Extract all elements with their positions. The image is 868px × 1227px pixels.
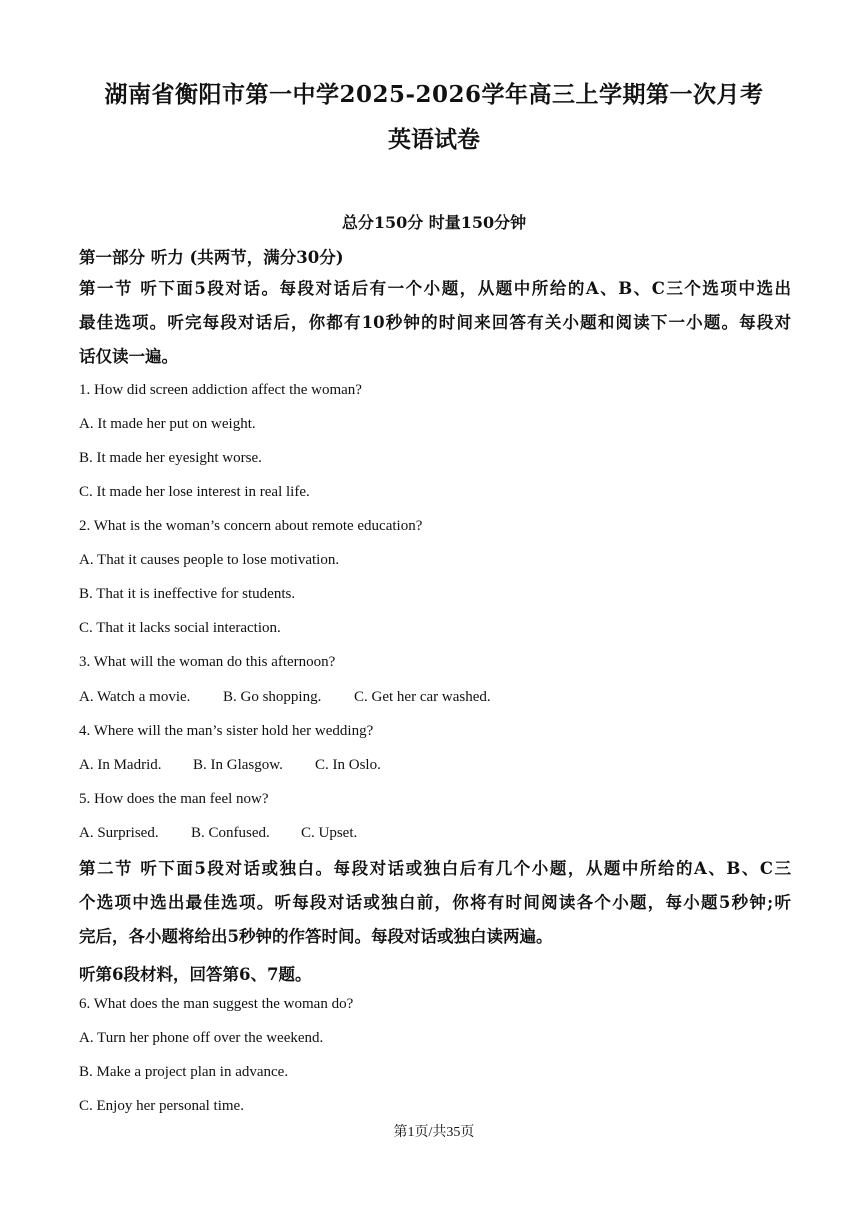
answer-option: B. Confused.	[191, 825, 270, 841]
page-number: 第1页/共35页	[393, 1125, 475, 1140]
part-one-heading: 第一部分 听力 (共两节，满分30分)	[79, 248, 344, 267]
question-stem: 1. How did screen addiction affect the woman?	[79, 382, 362, 398]
exam-subject: 英语试卷	[388, 126, 480, 153]
answer-option: B. That it is ineffective for students.	[79, 586, 296, 602]
answer-option: C. Upset.	[301, 825, 358, 841]
question-stem: 3. What will the woman do this afternoon?	[79, 654, 336, 670]
section-two-instructions	[79, 852, 791, 954]
question-stem: 4. Where will the man’s sister hold her wedding?	[79, 723, 374, 739]
instruction-line: 话仅读一遍。	[79, 347, 178, 366]
score-and-time: 总分150分 时量150分钟	[341, 213, 527, 232]
answer-option: B. Make a project plan in advance.	[79, 1064, 289, 1080]
answer-option: A. Watch a movie.	[79, 689, 191, 705]
options-row	[79, 689, 491, 706]
answer-option: B. In Glasgow.	[193, 757, 283, 773]
answer-option: A. Turn her phone off over the weekend.	[79, 1030, 324, 1046]
material-note: 听第6段材料，回答第6、7题。	[79, 965, 312, 984]
exam-title: 湖南省衡阳市第一中学2025-2026学年高三上学期第一次月考	[104, 81, 764, 108]
answer-option: C. In Oslo.	[315, 757, 381, 773]
options-row	[79, 825, 357, 842]
instruction-line: 完后，各小题将给出5秒钟的作答时间。每段对话或独白读两遍。	[79, 927, 553, 946]
question-stem: 2. What is the woman’s concern about remote education?	[79, 518, 423, 534]
instruction-line: 第一节 听下面5段对话。每段对话后有一个小题，从题中所给的A、B、C三个选项中选出	[79, 279, 791, 298]
question-stem: 6. What does the man suggest the woman do?	[79, 996, 354, 1012]
answer-option: C. That it lacks social interaction.	[79, 620, 281, 636]
question-stem: 5. How does the man feel now?	[79, 791, 269, 807]
instruction-line: 第二节 听下面5段对话或独白。每段对话或独白后有几个小题，从题中所给的A、B、C三	[79, 859, 791, 878]
section-one-instructions	[79, 272, 791, 374]
answer-option: B. It made her eyesight worse.	[79, 450, 262, 466]
answer-option: C. Get her car washed.	[354, 689, 491, 705]
instruction-line: 个选项中选出最佳选项。听每段对话或独白前，你将有时间阅读各个小题，每小题5秒钟;听	[79, 893, 791, 912]
answer-option: A. It made her put on weight.	[79, 416, 256, 432]
answer-option: C. Enjoy her personal time.	[79, 1098, 244, 1114]
answer-option: A. That it causes people to lose motivation.	[79, 552, 340, 568]
answer-option: A. In Madrid.	[79, 757, 162, 773]
instruction-line: 最佳选项。听完每段对话后，你都有10秒钟的时间来回答有关小题和阅读下一小题。每段对	[79, 313, 791, 332]
answer-option: B. Go shopping.	[223, 689, 322, 705]
answer-option: A. Surprised.	[79, 825, 159, 841]
options-row	[79, 757, 381, 774]
answer-option: C. It made her lose interest in real life.	[79, 484, 310, 500]
